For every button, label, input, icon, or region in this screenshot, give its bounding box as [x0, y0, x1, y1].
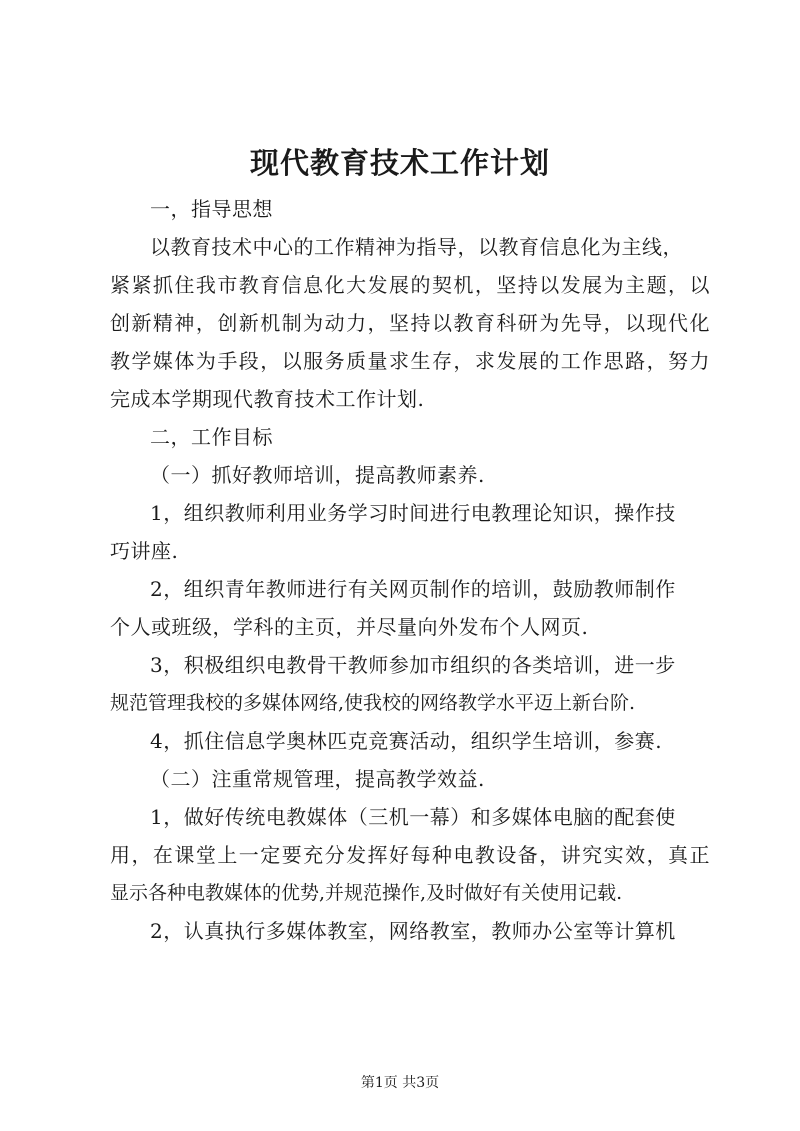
paragraph-line: 完成本学期现代教育技术工作计划. [110, 387, 425, 411]
paragraph-line: 3，积极组织电教骨干教师参加市组织的各类培训，进一步 [150, 653, 676, 677]
subheading-routine-management: （二）注重常规管理，提高教学效益. [150, 767, 485, 791]
paragraph-line: 创新精神，创新机制为动力，坚持以教育科研为先导，以现代化 [110, 311, 710, 335]
heading-work-goals: 二，工作目标 [150, 425, 273, 449]
paragraph-line: 个人或班级，学科的主页，并尽量向外发布个人网页. [110, 615, 589, 639]
paragraph-line: 教学媒体为手段，以服务质量求生存，求发展的工作思路，努力 [110, 349, 710, 373]
paragraph-line: 显示各种电教媒体的优势,并规范操作,及时做好有关使用记载. [110, 882, 623, 904]
document-title: 现代教育技术工作计划 [249, 146, 550, 180]
paragraph-line: 2，认真执行多媒体教室，网络教室，教师办公室等计算机 [150, 919, 676, 943]
paragraph-line: 4，抓住信息学奥林匹克竞赛活动，组织学生培训，参赛. [150, 729, 663, 753]
paragraph-line: 巧讲座. [110, 539, 179, 563]
paragraph-line: 规范管理我校的多媒体网络,使我校的网络教学水平迈上新台阶. [110, 692, 636, 714]
paragraph-line: 用，在课堂上一定要充分发挥好每种电教设备，讲究实效，真正 [110, 843, 710, 867]
paragraph-line: 以教育技术中心的工作精神为指导，以教育信息化为主线， [150, 235, 683, 259]
paragraph-line: 紧紧抓住我市教育信息化大发展的契机，坚持以发展为主题，以 [110, 273, 710, 297]
heading-guiding-ideology: 一，指导思想 [150, 197, 273, 221]
paragraph-line: 1，做好传统电教媒体（三机一幕）和多媒体电脑的配套使 [150, 805, 676, 829]
paragraph-line: 2，组织青年教师进行有关网页制作的培训，鼓励教师制作 [150, 577, 676, 601]
paragraph-line: 1，组织教师利用业务学习时间进行电教理论知识，操作技 [150, 501, 676, 525]
subheading-teacher-training: （一）抓好教师培训，提高教师素养. [150, 463, 485, 487]
page-number: 第1页 共3页 [360, 1075, 440, 1091]
